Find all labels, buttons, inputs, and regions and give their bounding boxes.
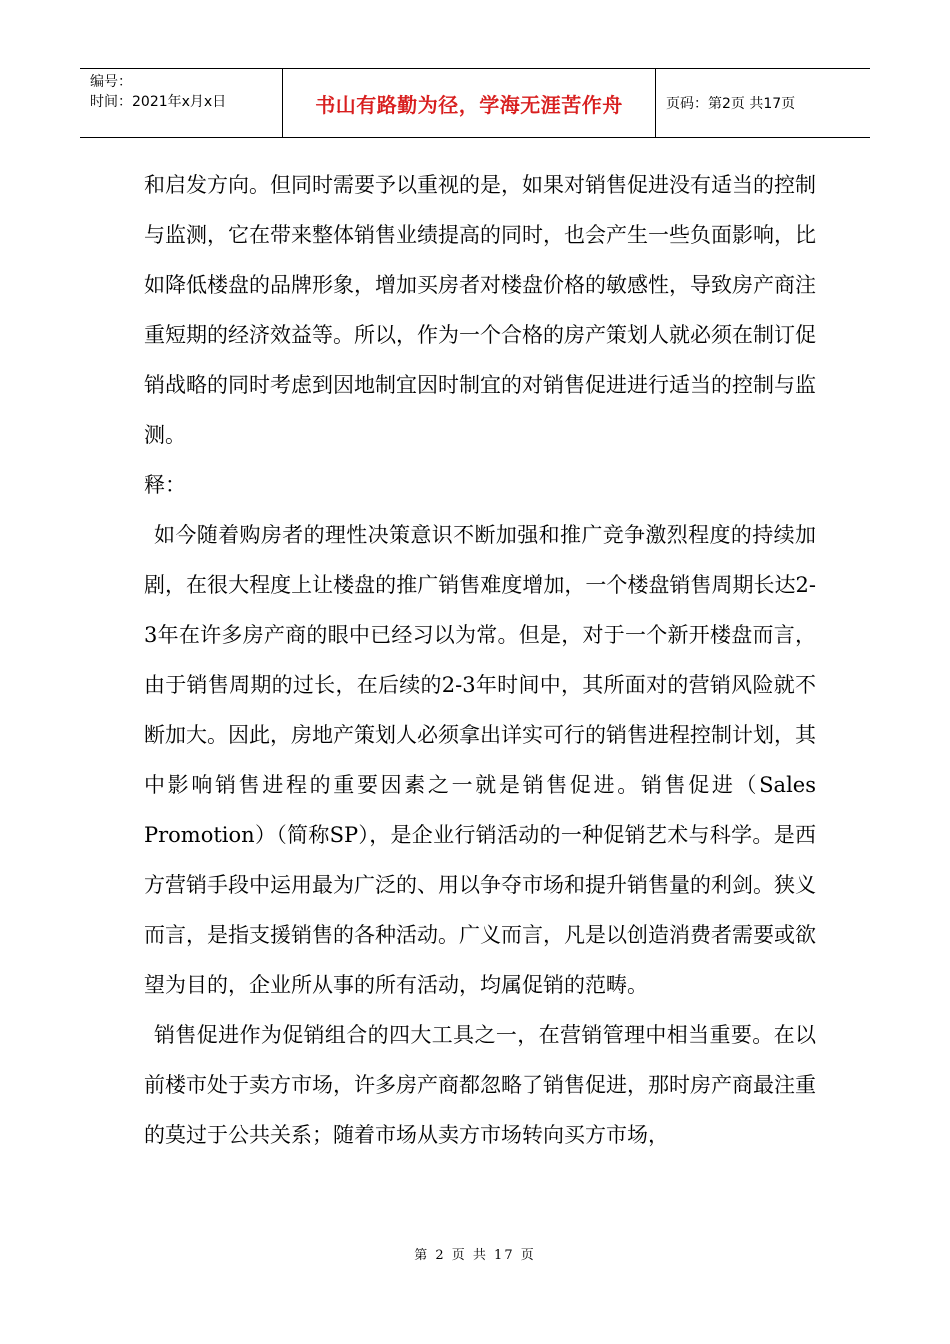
paragraph-2-note-label: 释： [144, 473, 186, 497]
footer-page-number: 第 2 页 共 17 页 [414, 1248, 536, 1263]
paragraph-3: 如今随着购房者的理性决策意识不断加强和推广竞争激烈程度的持续加剧，在很大程度上让楼盘的推广销售难度增加，一个楼盘销售周期长达2-3年在许多房产商的眼中已经习以为常。但是，对于一个新开楼盘而言，由于销售周期的过长，在后续的2-3年时间中，其所面对的营销风险就不断加大。因此，房地产策划人必须拿出详实可行的销售进程控制计划，其中影响销售进程的重要因素之一就是销售促进。销售促进（Sales Promotion）（简称SP），是企业行销活动的一种促销艺术与科学。是西方营销手段中运用最为广泛的、用以争夺市场和提升销售量的利剑。狭义而言，是指支援销售的各种活动。广义而言，凡是以创造消费者需要或欲望为目的，企业所从事的所有活动，均属促销的范畴。 [144, 523, 816, 997]
page-info-text: 页码：第2页 共17页 [666, 96, 796, 112]
paragraph-1: 和启发方向。但同时需要予以重视的是，如果对销售促进没有适当的控制与监测，它在带来整体销售业绩提高的同时，也会产生一些负面影响，比如降低楼盘的品牌形象，增加买房者对楼盘价格的敏感性，导致房产商注重短期的经济效益等。所以，作为一个合格的房产策划人就必须在制订促销战略的同时考虑到因地制宜因时制宜的对销售促进进行适当的控制与监测。 [144, 173, 816, 447]
paragraph-4: 销售促进作为促销组合的四大工具之一，在营销管理中相当重要。在以前楼市处于卖方市场，许多房产商都忽略了销售促进，那时房产商最注重的莫过于公共关系；随着市场从卖方市场转向买方市场， [144, 1023, 816, 1147]
header-meta [80, 69, 282, 137]
document-body [144, 160, 816, 1160]
page-footer [0, 1244, 950, 1263]
motto-text: 书山有路勤为径，学海无涯苦作舟 [315, 92, 623, 117]
document-header [80, 68, 870, 138]
header-page-info [656, 69, 870, 137]
document-number-label: 编号： [90, 74, 132, 90]
document-date-label: 时间：2021年x月x日 [90, 94, 227, 110]
header-motto [282, 69, 656, 137]
